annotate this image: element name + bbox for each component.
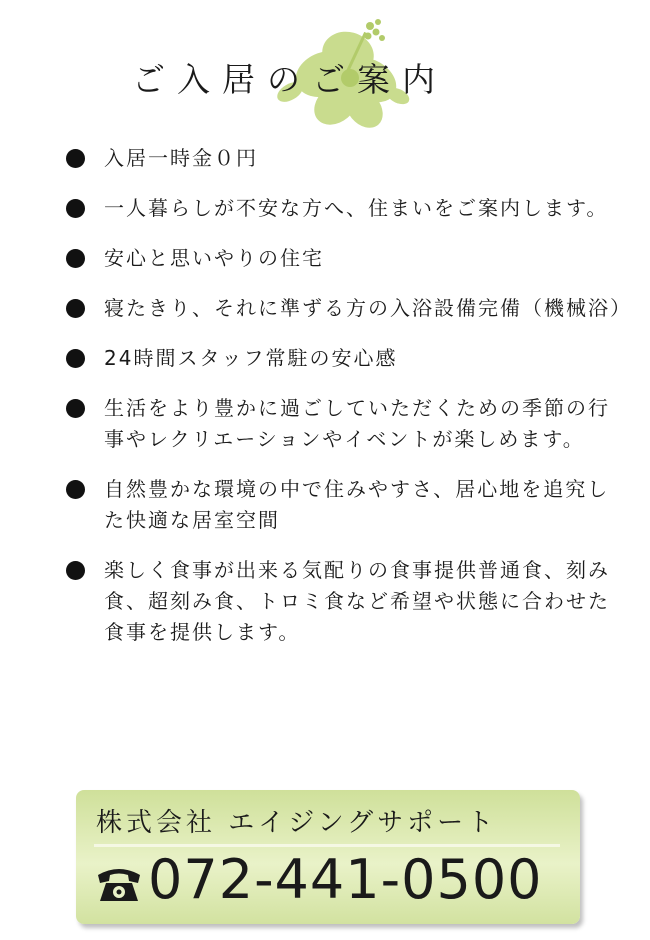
list-item-text: 24時間スタッフ常駐の安心感 [104,346,398,370]
contact-box [76,790,580,924]
list-item [62,343,622,374]
bullet-dot-icon [66,561,85,580]
list-item-text: 自然豊かな環境の中で住みやすさ、居心地を追究した快適な居室空間 [104,477,610,532]
list-item [62,193,622,224]
bullet-dot-icon [66,399,85,418]
list-item-text: 生活をより豊かに過ごしていただくための季節の行事やレクリエーションやイベントが楽しめます。 [104,396,610,451]
list-item-text: 一人暮らしが不安な方へ、住まいをご案内します。 [104,196,609,220]
bullet-dot-icon [66,480,85,499]
bullet-dot-icon [66,299,85,318]
list-item [62,243,622,274]
bullet-dot-icon [66,249,85,268]
bullet-dot-icon [66,199,85,218]
list-item [62,393,622,455]
bullet-dot-icon [66,149,85,168]
phone-number[interactable]: 072-441-0500 [148,848,543,911]
list-item [62,474,622,536]
list-item-text: 寝たきり、それに準ずる方の入浴設備完備（機械浴） [104,296,632,320]
list-item-text: 安心と思いやりの住宅 [104,246,324,270]
phone-row [94,848,543,912]
company-name: 株式会社 エイジングサポート [96,808,498,838]
list-item [62,293,632,324]
list-item-text: 入居一時金０円 [104,146,258,170]
page-title: ご入居のご案内 [132,60,447,99]
telephone-icon [94,861,144,905]
bullet-dot-icon [66,349,85,368]
list-item [62,555,622,648]
feature-list [62,143,632,667]
list-item-text: 楽しく食事が出来る気配りの食事提供普通食、刻み食、超刻み食、トロミ食など希望や状態に合わせた食事を提供します。 [104,558,610,644]
divider [94,844,560,847]
list-item [62,143,622,174]
